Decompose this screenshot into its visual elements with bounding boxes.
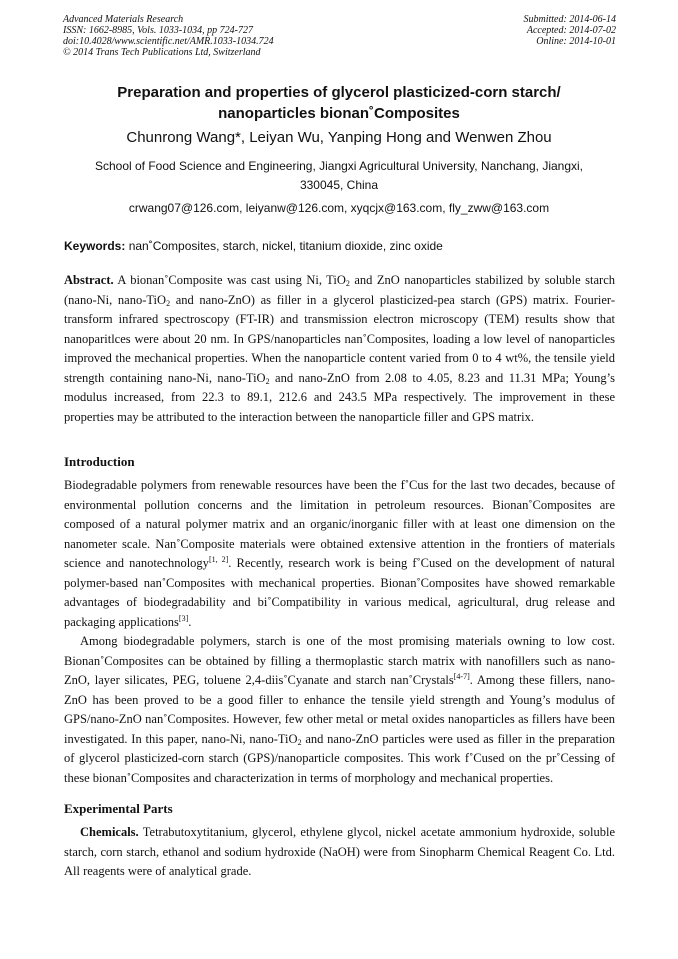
- journal-name: Advanced Materials Research: [63, 14, 184, 25]
- abstract-label: Abstract.: [64, 273, 114, 287]
- citation-ref[interactable]: [3]: [178, 613, 189, 623]
- issn-line: ISSN: 1662-8985, Vols. 1033-1034, pp 724-727: [63, 25, 253, 36]
- chemicals-text: Tetrabutoxytitanium, glycerol, ethylene glycol, nickel acetate ammonium hydroxide, soluble starch, corn starch, ethanol and sodium hydroxide (NaOH) were from Sinopharm Chemical Reagent Co. Ltd. All reagents were of analytical grade.: [64, 825, 615, 878]
- intro-text-2a: Among biodegradable polymers, starch is one of the most promising materials owning to low cost. Bionan˚Composites can be obtained by filling a thermoplastic starch matrix with nanofillers such as nano-ZnO, layer silicates, PEG, toluene 2,4-diis˚Cyanate and starch nan˚Crystals: [64, 634, 615, 687]
- affiliation-line-1: School of Food Science and Engineering, Jiangxi Agricultural University, Nanchang, Jiangxi,: [94, 159, 584, 173]
- abstract-text-2: and ZnO nanoparticles stabilized by soluble starch (nano-Ni, nano-TiO: [64, 273, 615, 307]
- intro-text-1c: .: [188, 614, 192, 629]
- subscript: 2: [265, 376, 270, 386]
- experimental-heading: Experimental Parts: [64, 801, 173, 816]
- intro-text-2c: and nano-ZnO particles were used as filler in the preparation of glycerol plasticized-corn starch (GPS)/nanoparticle composites. This work f˚Cused on the pr˚Cessing of these bionan˚Composites and characterization in terms of morphology and mechanical properties.: [64, 731, 616, 785]
- journal-info: [63, 14, 274, 58]
- copyright-line: © 2014 Trans Tech Publications Ltd, Switzerland: [63, 47, 261, 58]
- submitted-date: Submitted: 2014-06-14: [523, 14, 616, 25]
- keywords-text: nan˚Composites, starch, nickel, titanium dioxide, zinc oxide: [128, 239, 443, 253]
- citation-ref[interactable]: [4-7]: [453, 672, 470, 681]
- citation-ref[interactable]: [1, 2]: [208, 555, 229, 564]
- chemicals-paragraph: [64, 823, 615, 882]
- intro-text-1b: . Recently, research work is being f˚Cused on the development of natural polymer-based nan˚Composites with mechanical properties. Bionan˚Composites have showed remarkable advantages of biodegradability and bi˚Compatibility in various medical, agricultural, drug release and packaging applications: [64, 556, 616, 629]
- chemicals-label: Chemicals.: [80, 825, 139, 839]
- online-date: Online: 2014-10-01: [536, 36, 616, 47]
- introduction-paragraph-1: [64, 476, 615, 632]
- introduction-paragraph-2: [64, 632, 615, 788]
- subscript: 2: [345, 279, 350, 288]
- abstract: [64, 271, 615, 427]
- intro-text-2b: . Among these fillers, nano-ZnO has been proved to be a good filler to enhance the tensile yield strength and Young’s modulus of GPS/nano-ZnO nan˚Composites. However, few other metal or metal oxides nanoparticles as fillers have been investigated. In this paper, nano-Ni, nano-TiO: [64, 673, 615, 746]
- doi-line: doi:10.4028/www.scientific.net/AMR.1033-1034.724: [63, 36, 274, 47]
- publication-dates: [524, 14, 617, 47]
- author-emails: crwang07@126.com, leiyanw@126.com, xyqcjx@163.com, fly_zww@163.com: [128, 201, 550, 215]
- keywords-label: Keywords:: [64, 239, 126, 253]
- abstract-text-1: A bionan˚Composite was cast using Ni, TiO: [117, 273, 346, 287]
- author-list: Chunrong Wang*, Leiyan Wu, Yanping Hong and Wenwen Zhou: [126, 129, 552, 146]
- abstract-text-3: and nano-ZnO) as filler in a glycerol plasticized-pea starch (GPS) matrix. Fourier-transform infrared spectroscopy (FT-IR) and transmission electron microscopy (TEM) results show that nanoparitlces were about 20 nm. In GPS/nanoparticles nan˚Composites, loading a low level of nanoparticles improved the mechanical properties. When the nanoparticle content varied from 0 to 4 wt%, the tensile yield strength containing nano-Ni, nano-TiO: [64, 292, 615, 385]
- affiliation: [70, 157, 608, 195]
- subscript: 2: [297, 737, 302, 747]
- keywords: [64, 238, 616, 254]
- introduction-heading: Introduction: [64, 454, 135, 469]
- title-line-2: nanoparticles bionan˚Composites: [218, 105, 460, 122]
- affiliation-line-2: 330045, China: [299, 178, 379, 192]
- title-line-1: Preparation and properties of glycerol plasticized-corn starch/: [117, 84, 561, 101]
- accepted-date: Accepted: 2014-07-02: [526, 25, 616, 36]
- subscript: 2: [166, 298, 171, 308]
- intro-text-1a: Biodegradable polymers from renewable resources have been the f˚Cus for the last two decades, because of environmental pollution concerns and the limitation in petroleum resources. Bionan˚Composites are composed of a natural polymer matrix and an organic/inorganic filler with at least one dimension on the nanometer scale. Nan˚Composite materials were obtained extensive attention in the frontiers of materials science and nanotechnology: [64, 478, 615, 570]
- abstract-text-4: and nano-ZnO from 2.08 to 4.05, 8.23 and 11.31 MPa; Young’s modulus increased, from 22.3 to 89.1, 212.6 and 243.5 MPa respectively. The improvement in these properties may be attributed to the interaction between the nanoparticle filler and GPS matrix.: [64, 370, 616, 424]
- paper-title: [60, 82, 618, 124]
